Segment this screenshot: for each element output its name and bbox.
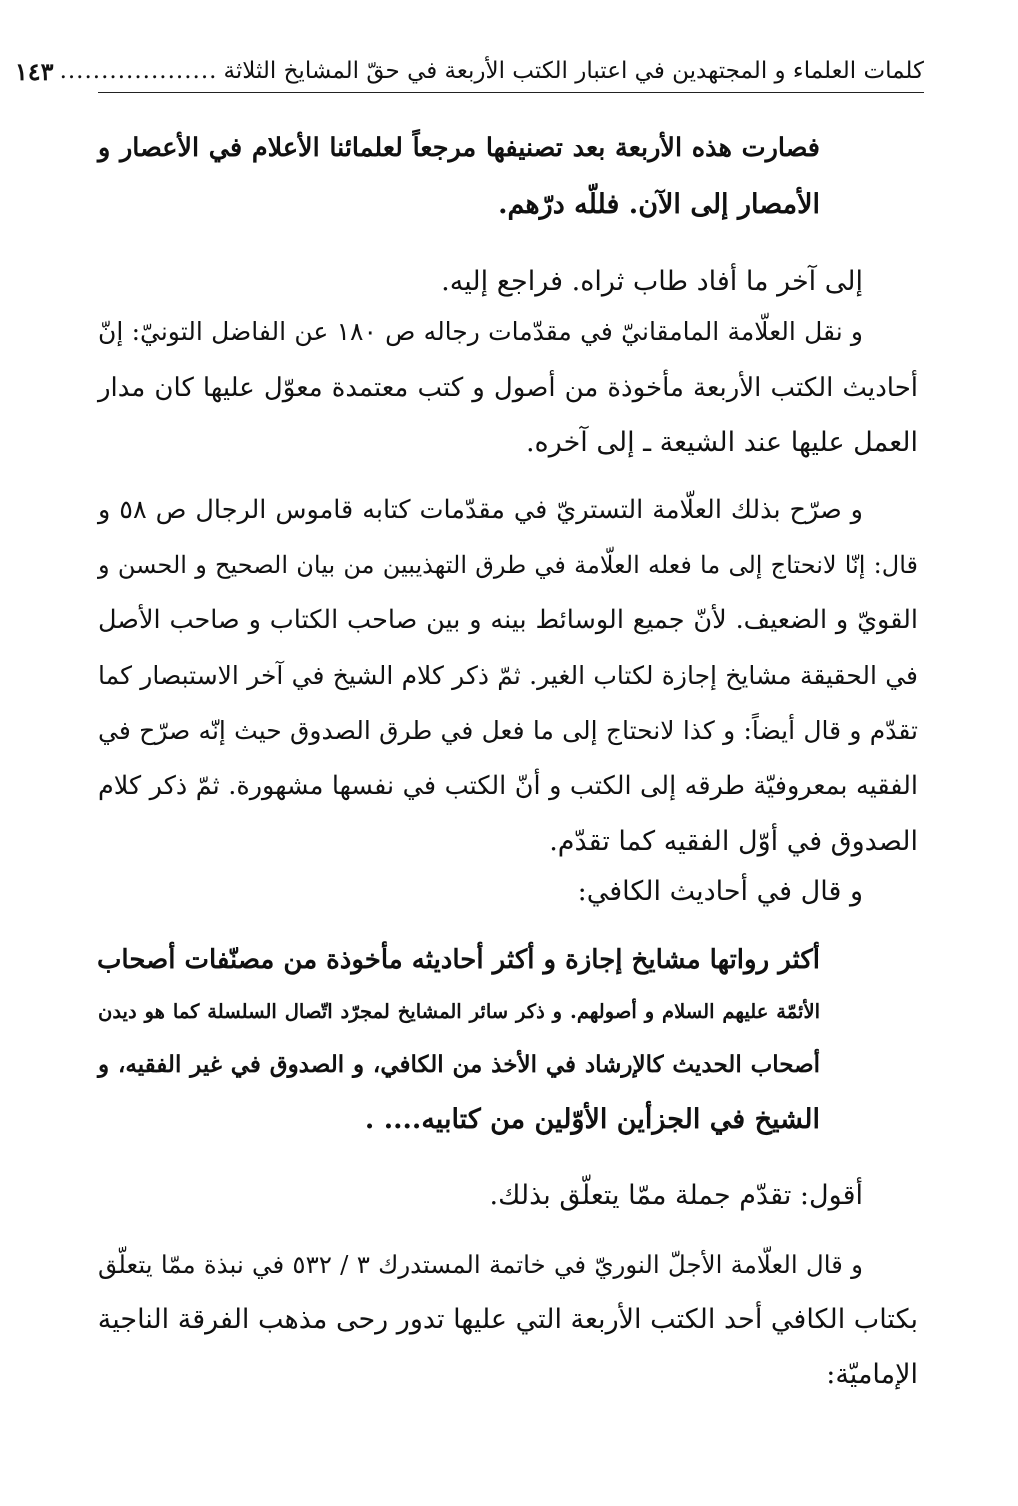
quote-line: الأمصار إلى الآن. فللّه درّهم. <box>498 189 820 220</box>
paragraph-line: و نقل العلّامة المامقانيّ في مقدّمات رجاله ص ١٨٠ عن الفاضل التونيّ: إنّ <box>98 317 863 346</box>
paragraph-line: و قال العلّامة الأجلّ النوريّ في خاتمة المستدرك ٣ / ٥٣٢ في نبذة ممّا يتعلّق <box>98 1250 863 1279</box>
quote-line: أصحاب الحديث كالإرشاد في الأخذ من الكافي، و الصدوق في غير الفقيه، و <box>98 1051 820 1078</box>
paragraph-line: في الحقيقة مشايخ إجازة لكتاب الغير. ثمّ ذكر كلام الشيخ في آخر الاستبصار كما <box>98 661 918 690</box>
quote-line: الشيخ في الجزأين الأوّلين من كتابيه.... . <box>364 1104 820 1135</box>
paragraph-line: أحاديث الكتب الأربعة مأخوذة من أصول و كتب معتمدة معوّل عليها كان مدار <box>98 373 918 403</box>
paragraph-line: و صرّح بذلك العلّامة التستريّ في مقدّمات كتابه قاموس الرجال ص ٥٨ و <box>98 495 863 525</box>
running-header <box>14 50 924 93</box>
quote-line: الأئمّة عليهم السلام و أصولهم. و ذكر سائر المشايخ لمجرّد اتّصال السلسلة كما هو ديدن <box>98 1000 820 1023</box>
paragraph-line: العمل عليها عند الشيعة ـ إلى آخره. <box>525 427 918 458</box>
paragraph-line: الصدوق في أوّل الفقيه كما تقدّم. <box>549 826 918 857</box>
page-number: ١٤٣ <box>14 56 54 86</box>
paragraph-line: إلى آخر ما أفاد طاب ثراه. فراجع إليه. <box>441 266 863 297</box>
paragraph-line: و قال في أحاديث الكافي: <box>577 876 863 907</box>
header-title: كلمات العلماء و المجتهدين في اعتبار الكتب الأربعة في حقّ المشايخ الثلاثة <box>223 58 924 84</box>
paragraph-line: تقدّم و قال أيضاً: و كذا لانحتاج إلى ما فعل في طرق الصدوق حيث إنّه صرّح في <box>98 716 918 745</box>
paragraph-line: الفقيه بمعروفيّة طرقه إلى الكتب و أنّ الكتب في نفسها مشهورة. ثمّ ذكر كلام <box>98 771 918 801</box>
quote-line: أكثر رواتها مشايخ إجازة و أكثر أحاديثه مأخوذة من مصنّفات أصحاب <box>96 945 820 975</box>
paragraph-line: الإماميّة: <box>826 1359 918 1390</box>
paragraph-line: أقول: تقدّم جملة ممّا يتعلّق بذلك. <box>489 1180 863 1211</box>
paragraph-line: القويّ و الضعيف. لأنّ جميع الوسائط بينه و بين صاحب الكتاب و صاحب الأصل <box>98 605 918 635</box>
paragraph-line: قال: إنّا لانحتاج إلى ما فعله العلّامة في طرق التهذيبين من بيان الصحيح و الحسن و <box>98 551 918 579</box>
header-dot-leader: ................... <box>59 58 218 84</box>
paragraph-line: بكتاب الكافي أحد الكتب الأربعة التي عليها تدور رحى مذهب الفرقة الناجية <box>97 1304 918 1335</box>
quote-line: فصارت هذه الأربعة بعد تصنيفها مرجعاً لعلمائنا الأعلام في الأعصار و <box>98 133 820 163</box>
